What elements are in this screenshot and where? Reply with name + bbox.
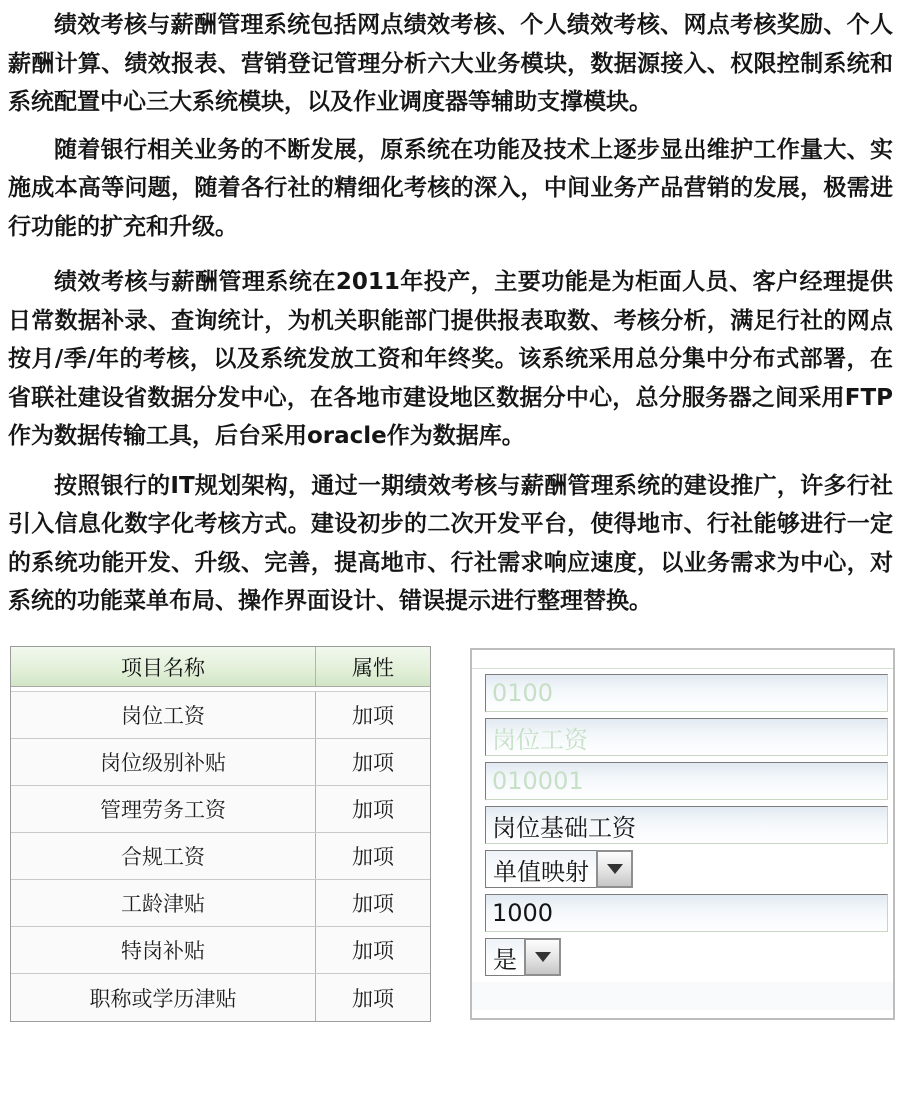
- panel-header-strip: [472, 650, 893, 669]
- enabled-flag-value: 是: [485, 938, 524, 976]
- panel-bottom-fill: [472, 982, 893, 1010]
- paragraph-modules: 绩效考核与薪酬管理系统包括网点绩效考核、个人绩效考核、网点考核奖励、个人薪酬计算、绩效报表、营销登记管理分析六大业务模块，数据源接入、权限控制系统和系统配置中心三大系统模块，以及作业调度器等辅助支撑模块。: [8, 12, 893, 115]
- item-attribute-cell: 加项: [352, 939, 394, 963]
- table-row: [11, 927, 430, 974]
- item-name-cell: 职称或学历津贴: [11, 974, 316, 1021]
- item-attribute-cell: 加项: [352, 845, 394, 869]
- table-row: [11, 974, 430, 1021]
- item-name-cell: 岗位级别补贴: [11, 739, 316, 785]
- table-row: [11, 739, 430, 786]
- item-name-cell: 合规工资: [11, 833, 316, 879]
- item-name-cell: 管理劳务工资: [11, 786, 316, 832]
- item-edit-panel: [470, 648, 895, 1020]
- document-text: [8, 6, 893, 621]
- mapping-type-dropdown[interactable]: [485, 850, 633, 888]
- item-attribute-cell: 加项: [352, 798, 394, 822]
- chevron-down-icon: [535, 952, 551, 962]
- table-row: [11, 833, 430, 880]
- mapping-dropdown-button[interactable]: [596, 850, 633, 888]
- item-attribute-cell: 加项: [352, 704, 394, 728]
- mapping-type-value: 单值映射: [485, 850, 596, 888]
- readonly-item-code-field[interactable]: 0100: [485, 674, 888, 712]
- item-attribute-cell: 加项: [352, 751, 394, 775]
- paragraph-system-history: 绩效考核与薪酬管理系统在2011年投产，主要功能是为柜面人员、客户经理提供日常数据补录、查询统计，为机关职能部门提供报表取数、考核分析，满足行社的网点按月/季/年的考核，以及系统发放工资和年终奖。该系统采用总分集中分布式部署，在省联社建设省数据分发中心，在各地市建设地区数据分中心，总分服务器之间采用FTP作为数据传输工具，后台采用oracle作为数据库。: [8, 269, 893, 449]
- salary-items-table: [10, 646, 431, 1022]
- amount-input[interactable]: 1000: [485, 894, 888, 932]
- paragraph-it-plan: 按照银行的IT规划架构，通过一期绩效考核与薪酬管理系统的建设推广，许多行社引入信息化数字化考核方式。建设初步的二次开发平台，使得地市、行社能够进行一定的系统功能开发、升级、完善，提高地市、行社需求响应速度，以业务需求为中心，对系统的功能菜单布局、操作界面设计、错误提示进行整理替换。: [8, 472, 893, 614]
- table-body: [11, 692, 430, 1021]
- readonly-item-name-field[interactable]: 岗位工资: [485, 718, 888, 756]
- item-name-cell: 岗位工资: [11, 692, 316, 738]
- item-name-cell: 工龄津贴: [11, 880, 316, 926]
- panel-body: [472, 669, 893, 1010]
- chevron-down-icon: [607, 864, 623, 874]
- item-name-cell: 特岗补贴: [11, 927, 316, 973]
- item-name-input[interactable]: 岗位基础工资: [485, 806, 888, 844]
- column-header-attribute: 属性: [352, 655, 394, 680]
- paragraph-background: 随着银行相关业务的不断发展，原系统在功能及技术上逐步显出维护工作量大、实施成本高等问题，随着各行社的精细化考核的深入，中间业务产品营销的发展，极需进行功能的扩充和升级。: [8, 136, 893, 240]
- table-row: [11, 880, 430, 927]
- table-row: [11, 786, 430, 833]
- table-row: [11, 692, 430, 739]
- column-header-item-name: 项目名称: [11, 647, 316, 686]
- item-attribute-cell: 加项: [352, 892, 394, 916]
- table-header-row: [11, 647, 430, 687]
- readonly-subitem-code-field[interactable]: 010001: [485, 762, 888, 800]
- enabled-dropdown-button[interactable]: [524, 938, 561, 976]
- enabled-flag-dropdown[interactable]: [485, 938, 561, 976]
- item-attribute-cell: 加项: [352, 986, 394, 1011]
